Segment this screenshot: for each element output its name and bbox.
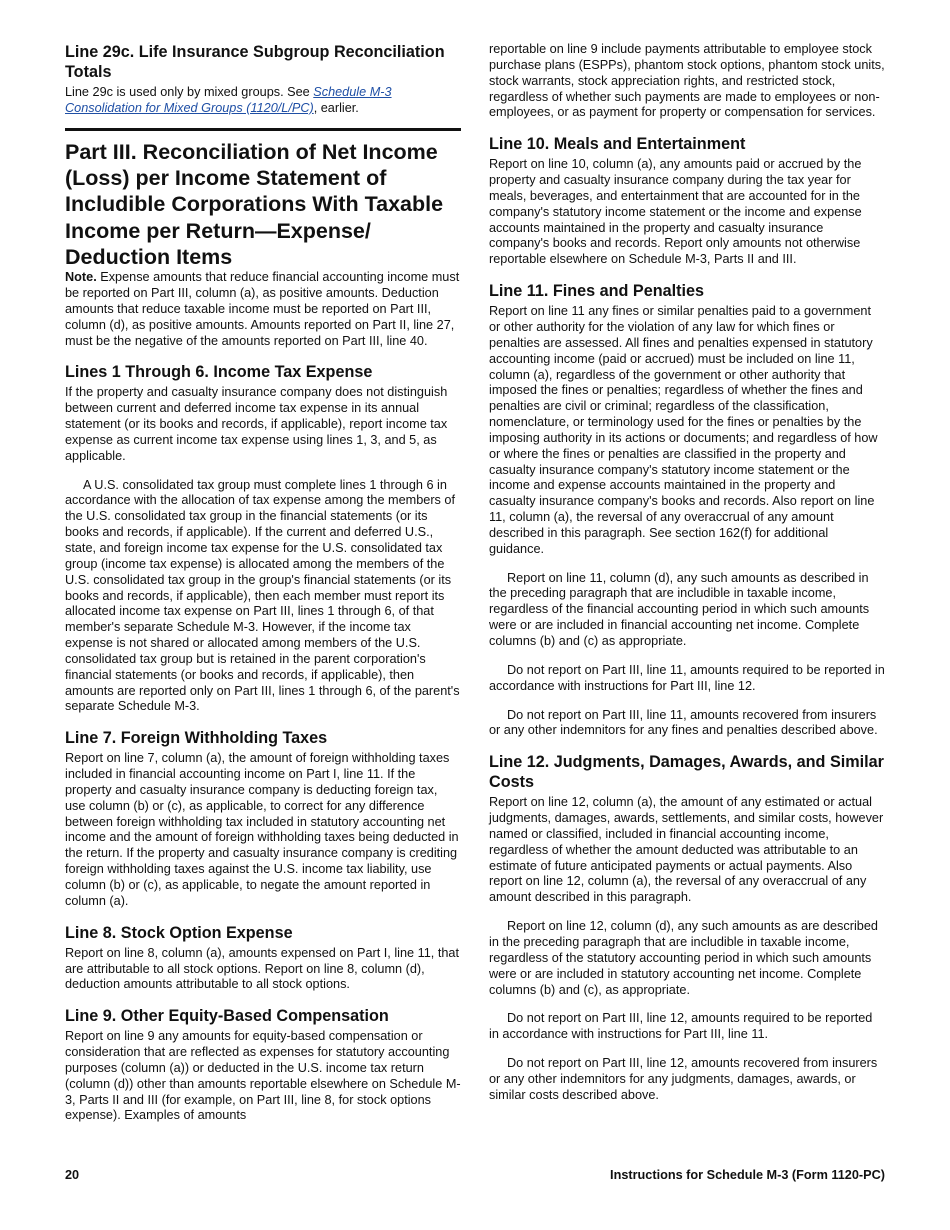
line-12-paragraph-1: Report on line 12, column (a), the amount of any estimated or actual judgments, damages, awards, settlements, and similar costs, however named or classified, included in financial accounting income, regardless of whether the amount deducted was attributable to an estimate of future anticipated payments or actual payments. Also report on line 12, column (a), the reversal of any overaccrual of any amount described in this paragraph. [489,795,884,905]
line-12-paragraph-2: Report on line 12, column (d), any such amounts as are described in the preceding paragraph that are includible in taxable income, regardless of the statutory accounting period in which such amounts were or are included in statutory accounting net income. Complete columns (b) and (c), as appropriate. [489,919,878,997]
line-9-heading: Line 9. Other Equity-Based Compensation [65,1007,389,1026]
note-label: Note. [65,270,97,285]
line-29c-paragraph [65,85,461,117]
left-column [65,42,461,1124]
line-29c-text-end: , earlier. [313,100,359,115]
schedule-m3-mixed-groups-link[interactable]: Schedule M-3 Consolidation for Mixed Groups (1120/L/PC) [65,85,392,115]
line-29c-text: Line 29c is used only by mixed groups. See [65,85,314,99]
lines-1-6-paragraph-2: A U.S. consolidated tax group must complete lines 1 through 6 in accordance with the allocation of tax expense among the members of the U.S. consolidated tax group in the financial statements (or its books and records, if applicable). If the current and deferred U.S., state, and foreign income tax expense for the U.S. consolidated tax group (income tax expense) is allocated among the members of the U.S. consolidated tax group in the group's financial statements (or its books and records, if applicable), then each member must report its allocated income tax expense on Part III, lines 1 through 6, of that member's separate Schedule M-3. However, if the income tax expense is not shared or allocated among members of the U.S. consolidated tax group but is retained in the parent corporation's financial statements (or books and records, if applicable), then amounts are reported only on Part III, lines 1 through 6, of the parent's separate Schedule M-3. [65,477,460,714]
lines-1-6-heading: Lines 1 Through 6. Income Tax Expense [65,363,373,382]
note-text: Expense amounts that reduce financial accounting income must be reported on Part III, column (a), as positive amounts. Deduction amounts that reduce taxable income must be reported on Part III, column (d), as positive amounts. Amounts reported on Part II, line 27, must be the negative of the amounts reported on Part III, line 40. [65,270,460,348]
line-9-paragraph: Report on line 9 any amounts for equity-based compensation or consideration that are reflected as expenses for statutory accounting purposes (column (a)) or deducted in the U.S. income tax return (column (d)) other than amounts reportable elsewhere on Schedule M-3, Parts II and III (for example, on Part III, line 8, for stock options expense). Examples of amounts [65,1029,461,1123]
lines-1-6-paragraph-1: If the property and casualty insurance company does not distinguish between current and deferred income tax expense in its annual statement (or its books and records, if applicable), report income tax expense as current income tax expense using lines 1, 3, and 5, as applicable. [65,385,448,463]
line-29c-heading: Line 29c. Life Insurance Subgroup Reconciliation Totals [65,43,445,81]
line-7-heading: Line 7. Foreign Withholding Taxes [65,729,328,748]
line-8-paragraph: Report on line 8, column (a), amounts expensed on Part I, line 11, that are attributable to all stock options. Report on line 8, column (d), deduction amounts attributable to all stock options. [65,945,460,992]
document-title: Instructions for Schedule M-3 (Form 1120-PC) [610,1168,885,1182]
line-11-paragraph-1: Report on line 11 any fines or similar penalties paid to a government or other authority for the violation of any law for which fines or penalties are assessed. All fines and penalties expensed in statutory accounting income (paid or accrued) must be included on line 11, column (a), regardless of the government or other authority that imposed the fines or penalties; regardless of whether the fines and penalties are civil or criminal; regardless of the classification, nomenclature, or terminology used for the fines or penalties by the imposing authority in its actions or documents; and regardless of how or where the fines or penalties are classified in the property and casualty insurance company's statutory income statement or the income and expense accounts maintained in the property and casualty insurance company's books and records. Also report on line 11, column (a), the reversal of any overaccrual of any amount described in this paragraph. See section 162(f) for additional guidance. [489,304,878,556]
line-12-heading: Line 12. Judgments, Damages, Awards, and Similar Costs [489,753,884,792]
line-11-paragraph-3: Do not report on Part III, line 11, amounts required to be reported in accordance with instructions for Part III, line 12. [489,662,885,693]
page-number: 20 [65,1168,80,1182]
line-11-paragraph-2: Report on line 11, column (d), any such amounts as described in the preceding paragraph that are includible in taxable income, regardless of the financial accounting period in which such amounts were or are included in financial accounting net income. Complete columns (b) and (c) as appropriate. [489,570,870,648]
line-9-paragraph-continued: reportable on line 9 include payments attributable to employee stock purchase plans (ESPPs), phantom stock options, phantom stock units, stock warrants, stock appreciation rights, and restricted stock, regardless of whether such payments are made to employees or non-employees, or as payment for property or compensation for services. [489,42,885,120]
right-column [489,42,885,1104]
line-12-paragraph-4: Do not report on Part III, line 12, amounts recovered from insurers or any other indemnitors for any judgments, damages, awards, or similar costs described above. [489,1056,878,1102]
line-11-heading: Line 11. Fines and Penalties [489,282,705,301]
note-paragraph [65,270,461,349]
line-12-paragraph-3: Do not report on Part III, line 12, amounts required to be reported in accordance with instructions for Part III, line 11. [489,1011,873,1042]
line-11-paragraph-4: Do not report on Part III, line 11, amounts recovered from insurers or any other indemnitors for any fines and penalties described above. [489,707,878,738]
line-7-paragraph: Report on line 7, column (a), the amount of foreign withholding taxes included in financial accounting income on Part I, line 11. If the property and casualty insurance company is deducting foreign tax, use column (b) or (c), as applicable, to correct for any difference between foreign withholding tax included in statutory accounting net income and the amount of foreign withholding taxes being deducted in the return. If the property and casualty insurance company is crediting foreign withholding taxes against the U.S. income tax liability, use column (b) or (c), as applicable, to negate the amount reported in column (a). [65,751,459,908]
part-iii-heading: Part III. Reconciliation of Net Income (Loss) per Income Statement of Includible Corporations With Taxable Income per Return—Expense/ Deduction Items [65,139,444,269]
line-10-heading: Line 10. Meals and Entertainment [489,135,746,154]
line-8-heading: Line 8. Stock Option Expense [65,923,293,942]
line-10-paragraph: Report on line 10, column (a), any amounts paid or accrued by the property and casualty insurance company during the tax year for meals, beverages, and entertainment that are accounted for in the company's statutory income statement or the income and expense accounts maintained in the property and casualty insurance company's books and records. Report only amounts not otherwise reportable elsewhere on Schedule M-3, Parts II and III. [489,157,862,267]
section-divider [65,128,461,131]
